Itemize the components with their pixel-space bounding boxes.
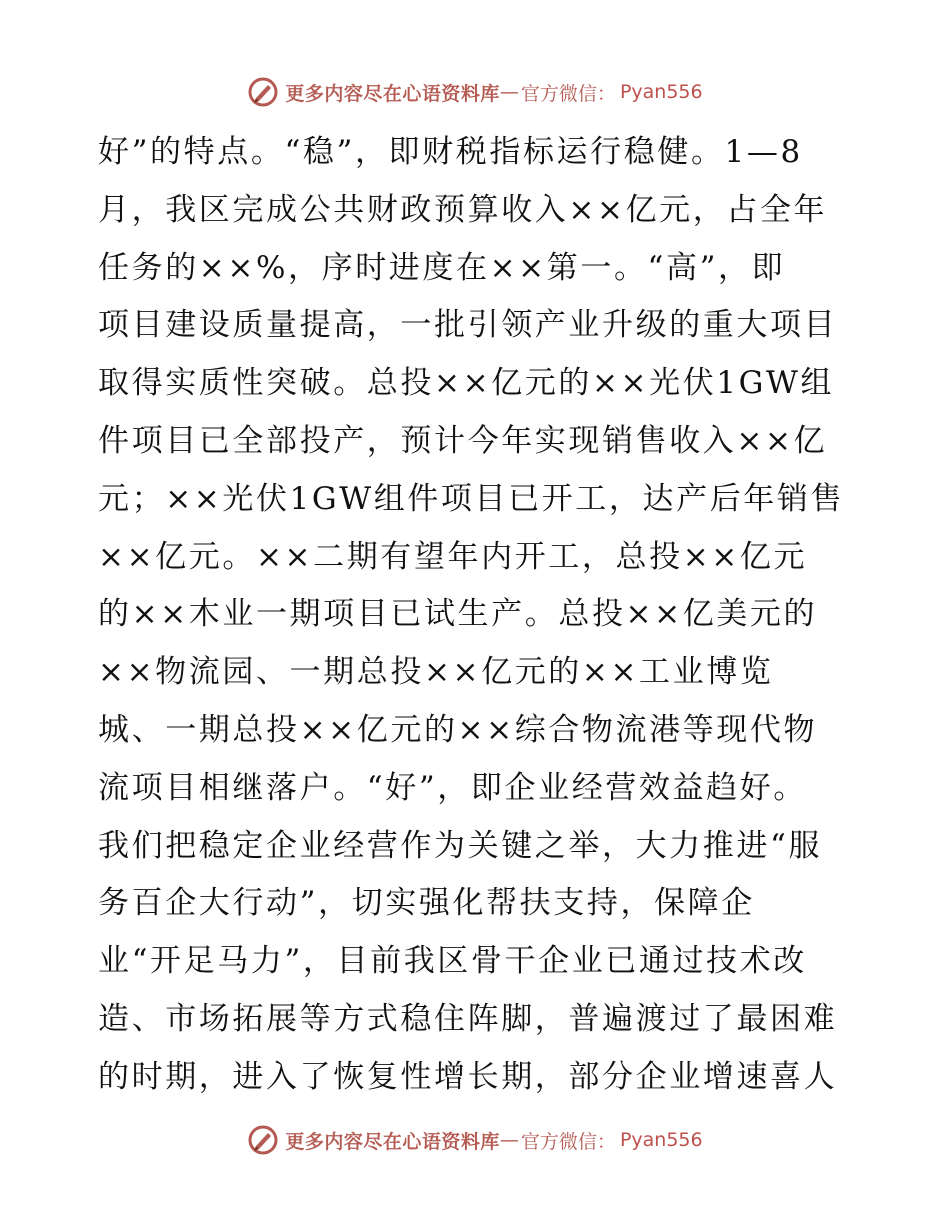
footer-banner: [0, 1120, 950, 1160]
body-line: 元；××光伏1GW组件项目已开工，达产后年销售: [98, 480, 845, 517]
body-line: 的时期，进入了恢复性增长期，部分企业增速喜人: [98, 1058, 838, 1095]
body-line: 月，我区完成公共财政预算收入××亿元，占全年: [98, 191, 828, 228]
body-line: 的××木业一期项目已试生产。总投××亿美元的: [98, 596, 818, 633]
pen-logo-icon: [247, 1124, 279, 1156]
body-line: ××亿元。××二期有望年内开工，总投××亿元: [98, 538, 808, 575]
header-wechat-id: Pyan556: [619, 81, 703, 103]
body-line: 城、一期总投××亿元的××综合物流港等现代物: [98, 711, 818, 748]
body-line: 务百企大行动”，切实强化帮扶支持，保障企: [98, 885, 755, 922]
body-line: 项目建设质量提高，一批引领产业升级的重大项目: [98, 307, 838, 344]
footer-dash: —: [499, 1129, 519, 1151]
document-body: [98, 124, 858, 1107]
body-line: 任务的××%，序时进度在××第一。“高”，即: [98, 249, 786, 286]
footer-wechat-id: Pyan556: [619, 1129, 703, 1151]
footer-site-text: 更多内容尽在心语资料库: [285, 1130, 500, 1153]
header-site-text: 更多内容尽在心语资料库: [285, 82, 500, 105]
pen-logo-icon: [247, 76, 279, 108]
body-line: 业“开足马力”，目前我区骨干企业已通过技术改: [98, 943, 807, 980]
footer-wechat-label: 官方微信：: [520, 1130, 616, 1153]
body-line: 我们把稳定企业经营作为关键之举，大力推进“服: [98, 827, 823, 864]
header-banner: [0, 72, 950, 112]
body-line: 件项目已全部投产，预计今年实现销售收入××亿: [98, 422, 828, 459]
header-wechat-label: 官方微信：: [520, 82, 616, 105]
body-line: 流项目相继落户。“好”，即企业经营效益趋好。: [98, 769, 807, 806]
body-line: 好”的特点。“稳”，即财税指标运行稳健。1—8: [98, 134, 803, 170]
header-dash: —: [499, 81, 519, 103]
body-line: ××物流园、一期总投××亿元的××工业博览: [98, 654, 774, 691]
body-line: 造、市场拓展等方式稳住阵脚，普遍渡过了最困难: [98, 1000, 838, 1037]
body-line: 取得实质性突破。总投××亿元的××光伏1GW组: [98, 365, 835, 402]
